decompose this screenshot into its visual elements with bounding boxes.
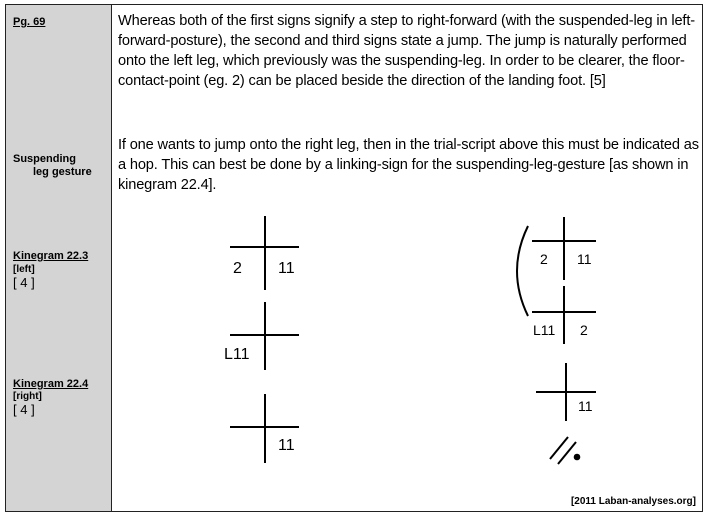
kinegram-22-4-count: [ 4 ] <box>13 402 35 417</box>
sidebar <box>6 5 112 511</box>
kinegram-22-3-sign-1 <box>230 216 299 290</box>
kinegram-22-3-title: Kinegram 22.3 <box>13 250 89 262</box>
k22-3-sign2-left-label: L11 <box>224 346 250 363</box>
paragraph-2: If one wants to jump onto the right leg, then in the trial-script above this must be indicated as a hop. This can best be done by a linking-sign for the suspending-leg-gesture [as shown in kinegram 22.4]. <box>118 137 699 193</box>
k22-4-sign1-left-label: 2 <box>540 251 548 267</box>
kinegram-22-4-side: [right] <box>13 391 42 402</box>
k22-3-sign3-right-label: 11 <box>278 437 295 454</box>
kinegram-22-3-count: [ 4 ] <box>13 275 35 290</box>
k22-4-sign2-left-label: L11 <box>533 322 556 338</box>
credit-line: [2011 Laban-analyses.org] <box>570 496 696 507</box>
k22-4-sign3-right-label: 11 <box>578 398 593 414</box>
paragraph-1: Whereas both of the first signs signify a step to right-forward (with the suspended-leg in left-forward-posture), the second and third signs state a jump. The jump is naturally performed onto the left leg, which previously was the suspending-leg. In order to be clearer, the floor-contact-point (eg. 2) can be placed beside the direction of the landing foot. [5] <box>118 13 695 89</box>
suspending-label-line1: Suspending <box>13 153 76 165</box>
k22-4-sign2-right-label: 2 <box>580 322 588 338</box>
kinegram-22-4-sign-1 <box>532 217 596 280</box>
suspending-label-line2: leg gesture <box>33 166 92 178</box>
kinegram-22-3-side: [left] <box>13 264 35 275</box>
main-content <box>112 5 702 511</box>
kinegram-drawings <box>112 5 704 509</box>
hop-dot-icon <box>574 454 581 461</box>
hop-sign-icon <box>550 437 576 464</box>
page-reference: Pg. 69 <box>13 16 46 28</box>
kinegram-22-4-title: Kinegram 22.4 <box>13 378 89 390</box>
k22-3-sign1-right-label: 11 <box>278 260 295 277</box>
k22-4-sign1-right-label: 11 <box>577 251 592 267</box>
linking-bracket <box>517 226 528 316</box>
k22-3-sign1-left-label: 2 <box>233 260 242 277</box>
page-frame <box>5 4 703 512</box>
